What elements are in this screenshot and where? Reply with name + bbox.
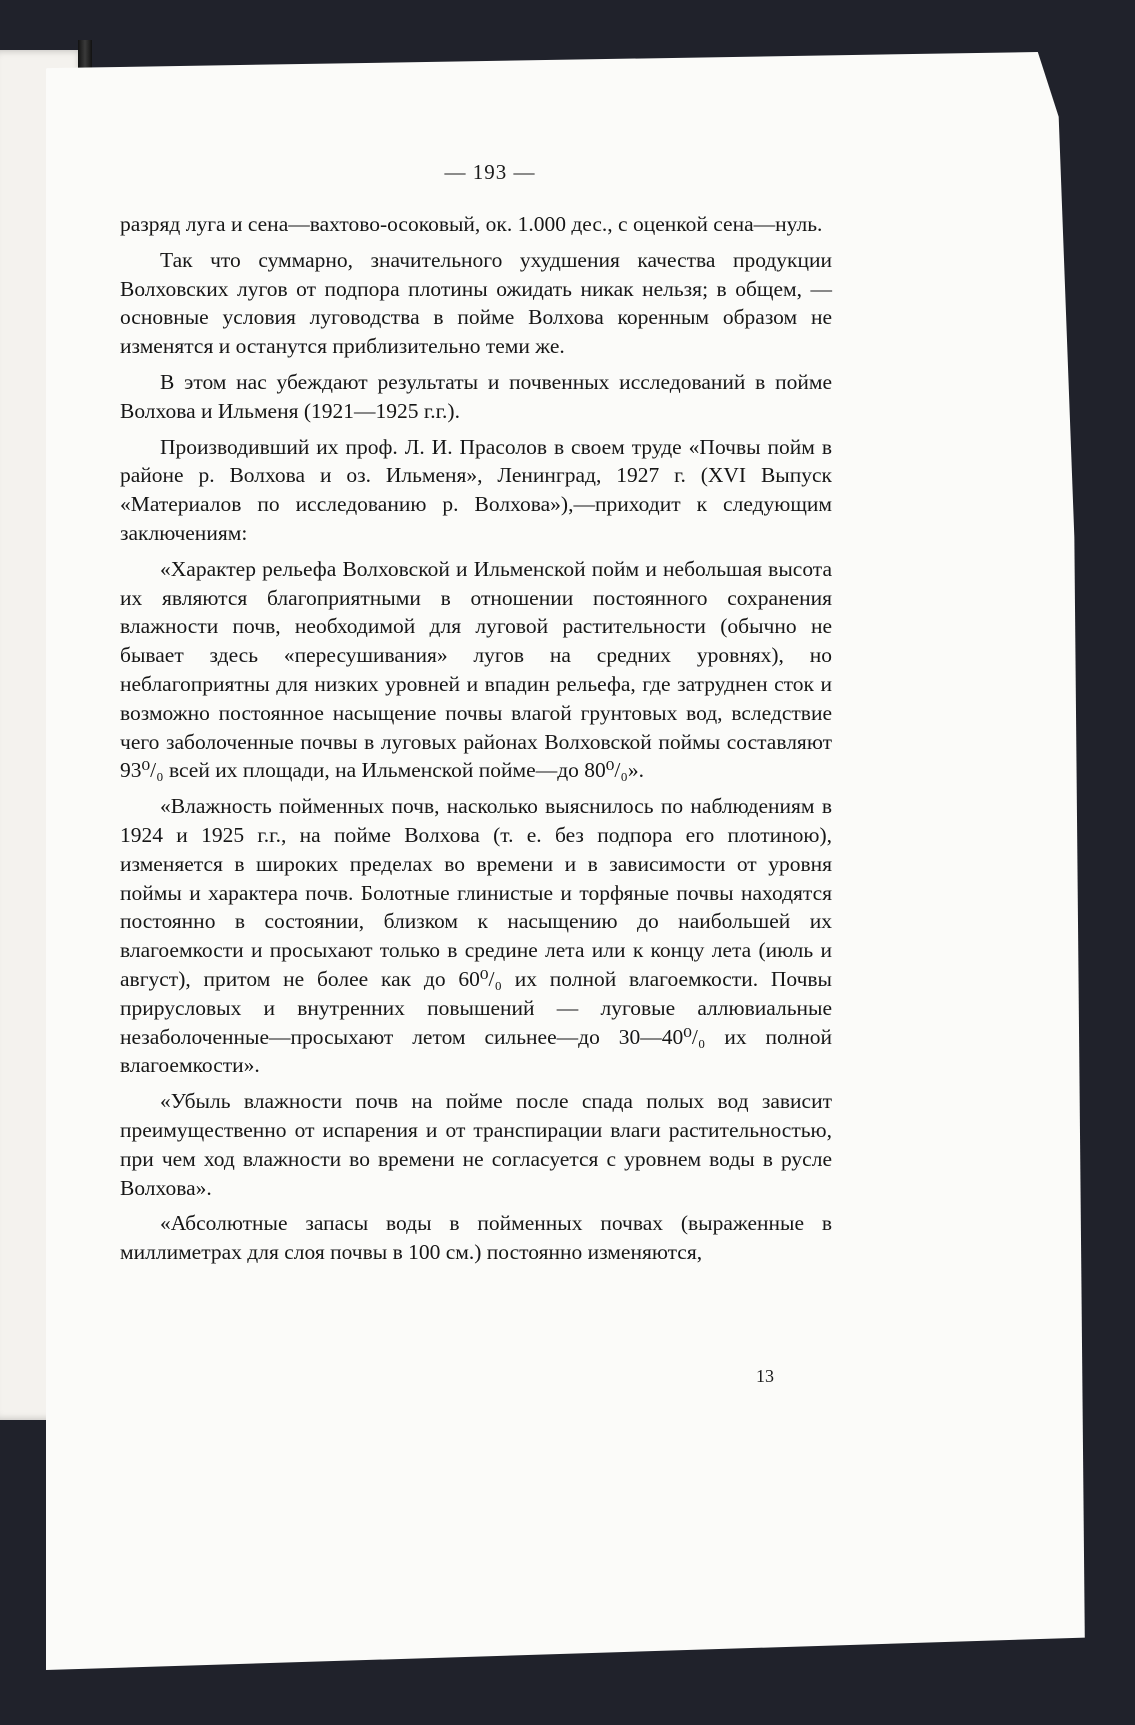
quote-paragraph-1: «Характер рельефа Волховской и Ильменской пойм и небольшая высота их являются благоприятными в отношении постоянного сохранения влажности почв, необходимой для луговой растительности (обычно не бывает здесь «пересушивания» лугов на средних уровнях), но неблагоприятны для низких уровней и впадин рельефа, где затруднен сток и возможно постоянное насыщение почвы влагой грунтовых вод, вследствие чего заболоченные почвы в луговых районах Волховской поймы составляют 93⁰/₀ всей их площади, на Ильменской пойме—до 80⁰/₀». (120, 556, 832, 783)
quote-paragraph-4: «Абсолютные запасы воды в пойменных почвах (выраженные в миллиметрах для слоя почвы в 100 см.) постоянно изменяются, (120, 1211, 832, 1265)
body-text (120, 210, 832, 1274)
paragraph-4: Производивший их проф. Л. И. Прасолов в своем труде «Почвы пойм в районе р. Волхова и оз. Ильменя», Ленинград, 1927 г. (XVI Выпуск «Материалов по исследованию р. Волхова»),—приходит к следующим заключениям: (120, 434, 832, 545)
quote-paragraph-2: «Влажность пойменных почв, насколько выяснилось по наблюдениям в 1924 и 1925 г.г., на пойме Волхова (т. е. без подпора его плотиною), изменяется в широких пределах во времени и в зависимости от уровня поймы и характера почв. Болотные глинистые и торфяные почвы находятся постоянно в состоянии, близком к насыщению до наибольшей их влагоемкости и просыхают только в средине лета или к концу лета (июль и август), притом не более как до 60⁰/₀ их полной влагоемкости. Почвы прирусловых и внутренних повышений — луговые аллювиальные незаболоченные—просыхают летом сильнее—до 30—40⁰/₀ их полной влагоемкости». (120, 794, 832, 1078)
quote-paragraph-3: «Убыль влажности почв на пойме после спада полых вод зависит преимущественно от испарения и от транспирации влаги растительностью, при чем ход влажности во времени не согласуется с уровнем воды в русле Волхова». (120, 1089, 832, 1200)
signature-mark: 13 (756, 1366, 774, 1386)
page-number: — 193 — (444, 160, 536, 184)
paragraph-3: В этом нас убеждают результаты и почвенных исследований в пойме Волхова и Ильменя (1921—1925 г.г.). (120, 369, 832, 423)
paragraph-1: разряд луга и сена—вахтово-осоковый, ок. 1.000 дес., с оценкой сена—нуль. (120, 212, 823, 236)
paragraph-2: Так что суммарно, значительного ухудшения качества продукции Волховских лугов от подпора плотины ожидать никак нельзя; в общем, — основные условия луговодства в пойме Волхова коренным образом не изменятся и останутся приблизительно теми же. (120, 247, 832, 359)
